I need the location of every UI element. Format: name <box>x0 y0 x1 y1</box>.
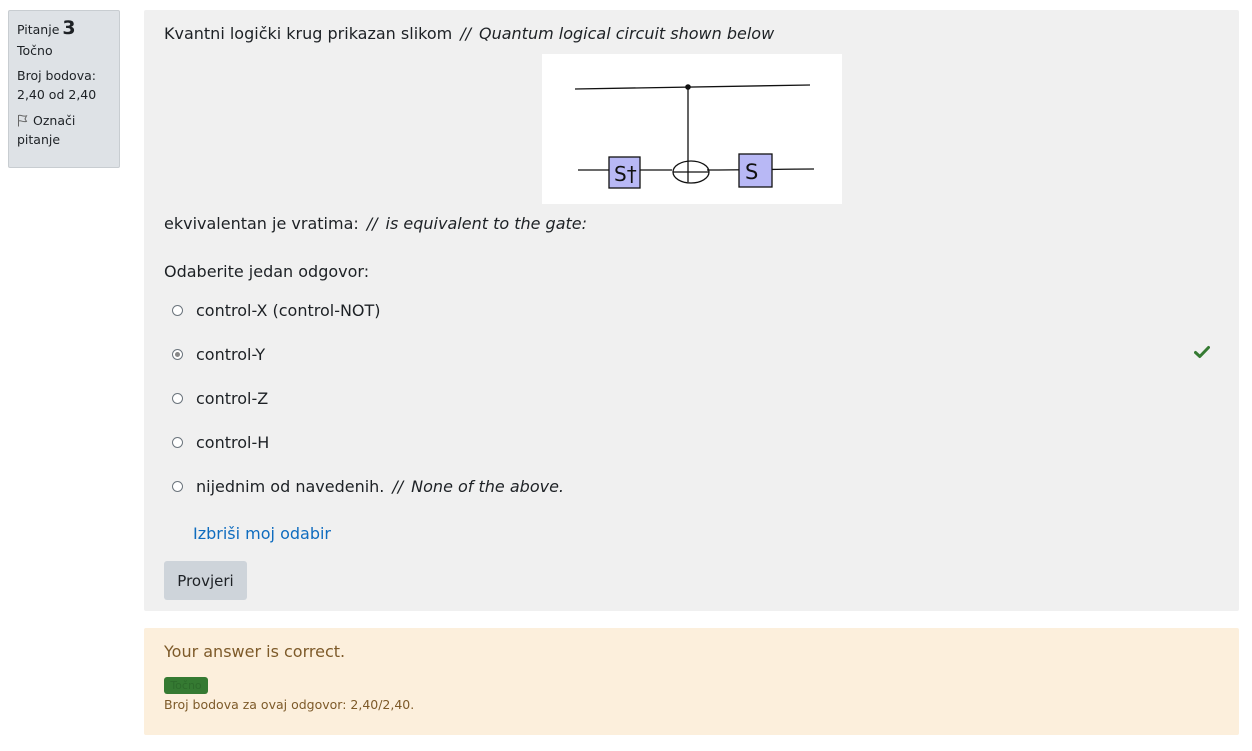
question-info-panel <box>8 10 120 168</box>
equivalence-text-hr: ekvivalentan je vratima: <box>164 214 359 233</box>
question-number <box>17 19 111 39</box>
answer-option[interactable] <box>172 332 1232 376</box>
circuit-diagram <box>542 54 842 204</box>
question-formulation <box>144 10 1239 611</box>
answer-label: nijednim od navedenih. <box>196 476 385 496</box>
question-text-en: Quantum logical circuit shown below <box>478 24 775 43</box>
question-state: Točno <box>17 43 53 58</box>
feedback-panel <box>144 628 1239 735</box>
answer-prompt: Odaberite jedan odgovor: <box>164 262 370 281</box>
answer-radio-selected[interactable] <box>172 349 183 360</box>
question-text-hr: Kvantni logički krug prikazan slikom <box>164 24 453 43</box>
feedback-message: Your answer is correct. <box>164 642 346 661</box>
check-icon <box>1194 344 1210 358</box>
answer-label: control-Z <box>196 388 269 408</box>
answer-list <box>172 288 1232 508</box>
answer-label: control-Y <box>196 344 266 364</box>
gate-s-dagger-label: S† <box>614 162 637 186</box>
flag-question-link[interactable] <box>17 111 111 149</box>
answer-option[interactable] <box>172 464 1232 508</box>
circuit-svg <box>542 54 842 204</box>
equivalence-text-en: is equivalent to the gate: <box>385 214 588 233</box>
clear-choice-link[interactable]: Izbriši moj odabir <box>193 524 331 543</box>
grade-value: 2,40 od 2,40 <box>17 87 97 102</box>
flag-icon <box>17 113 29 127</box>
question-number-value: 3 <box>62 17 76 39</box>
grade-label: Broj bodova: <box>17 68 96 83</box>
correct-badge: Točno <box>164 677 208 694</box>
answer-radio[interactable] <box>172 437 183 448</box>
equivalence-text <box>164 214 587 233</box>
separator: // <box>366 214 378 233</box>
question-label: Pitanje <box>17 22 60 37</box>
answer-label-en: None of the above. <box>411 476 564 496</box>
answer-radio[interactable] <box>172 305 183 316</box>
separator: // <box>460 24 471 43</box>
control-wire <box>575 85 810 89</box>
feedback-marks: Broj bodova za ovaj odgovor: 2,40/2,40. <box>164 697 415 712</box>
answer-label: control-H <box>196 432 270 452</box>
separator: // <box>392 476 404 496</box>
answer-label: control-X (control-NOT) <box>196 300 381 320</box>
check-button[interactable]: Provjeri <box>164 561 247 600</box>
answer-option[interactable] <box>172 376 1232 420</box>
answer-option[interactable] <box>172 288 1232 332</box>
gate-s-label: S <box>745 160 759 184</box>
flag-label-line1: Označi <box>33 113 76 128</box>
question-text <box>164 24 774 43</box>
answer-option[interactable] <box>172 420 1232 464</box>
answer-radio[interactable] <box>172 393 183 404</box>
flag-label-line2: pitanje <box>17 132 61 147</box>
answer-radio[interactable] <box>172 481 183 492</box>
